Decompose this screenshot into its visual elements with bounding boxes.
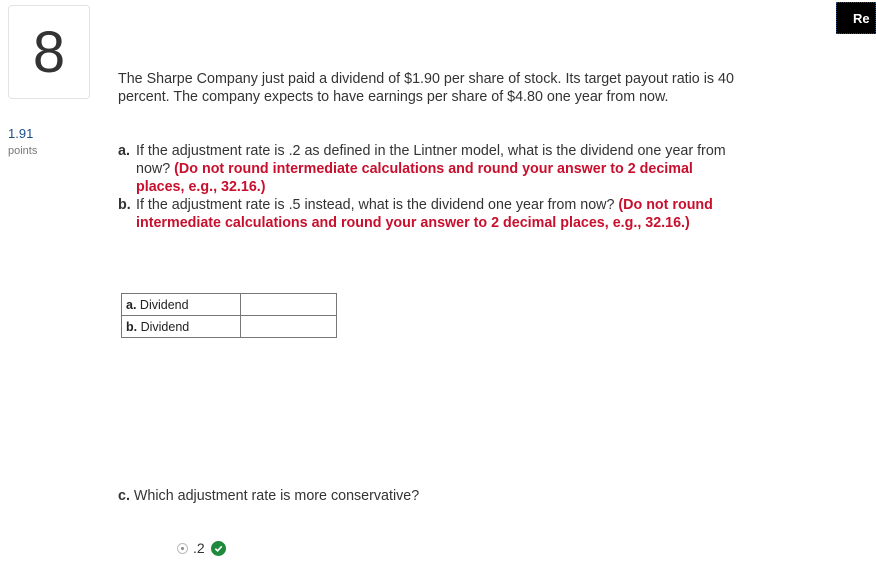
part-c-label: c. xyxy=(118,488,130,504)
dividend-b-input[interactable] xyxy=(241,316,336,337)
part-c-text: Which adjustment rate is more conservative? xyxy=(133,488,420,504)
row-b-input-cell xyxy=(241,316,337,338)
question-number-text: 8 xyxy=(32,19,66,85)
top-right-button[interactable]: Re xyxy=(836,2,876,34)
part-b xyxy=(118,196,740,232)
points-label: points xyxy=(8,145,38,157)
row-a-label: Dividend xyxy=(139,297,189,312)
check-circle-icon xyxy=(211,541,226,556)
row-b-label: Dividend xyxy=(140,319,190,334)
part-b-label: b. xyxy=(118,197,131,213)
row-a-input-cell xyxy=(241,294,337,316)
question-parts xyxy=(118,142,740,232)
table-row xyxy=(122,316,337,338)
row-a-label-cell xyxy=(122,294,241,316)
answer-table xyxy=(121,293,337,338)
table-row xyxy=(122,294,337,316)
radio-option-row xyxy=(177,540,226,556)
radio-option-label: .2 xyxy=(193,540,205,556)
part-a-label: a. xyxy=(118,143,130,159)
part-c xyxy=(118,488,419,504)
dividend-a-input[interactable] xyxy=(241,294,336,315)
row-a-prefix: a. xyxy=(126,297,137,312)
part-b-text: If the adjustment rate is .5 instead, what is the dividend one year from now? xyxy=(136,197,615,213)
row-b-label-cell xyxy=(122,316,241,338)
radio-button[interactable] xyxy=(177,543,188,554)
row-b-prefix: b. xyxy=(126,319,138,334)
points-value: 1.91 xyxy=(8,126,34,141)
part-a-text: If the adjustment rate is .2 as defined in the Lintner model, what is the dividend one year from now? xyxy=(136,143,726,177)
part-a xyxy=(118,142,740,196)
question-intro: The Sharpe Company just paid a dividend of $1.90 per share of stock. Its target payout ratio is 40 percent. The company expects to have earnings per share of $4.80 one year from now. xyxy=(118,71,734,105)
part-b-note: (Do not round intermediate calculations and round your answer to 2 decimal places, e.g., 32.16.) xyxy=(136,197,713,231)
part-a-note: (Do not round intermediate calculations and round your answer to 2 decimal places, e.g., 32.16.) xyxy=(136,161,693,195)
question-number xyxy=(8,5,90,99)
